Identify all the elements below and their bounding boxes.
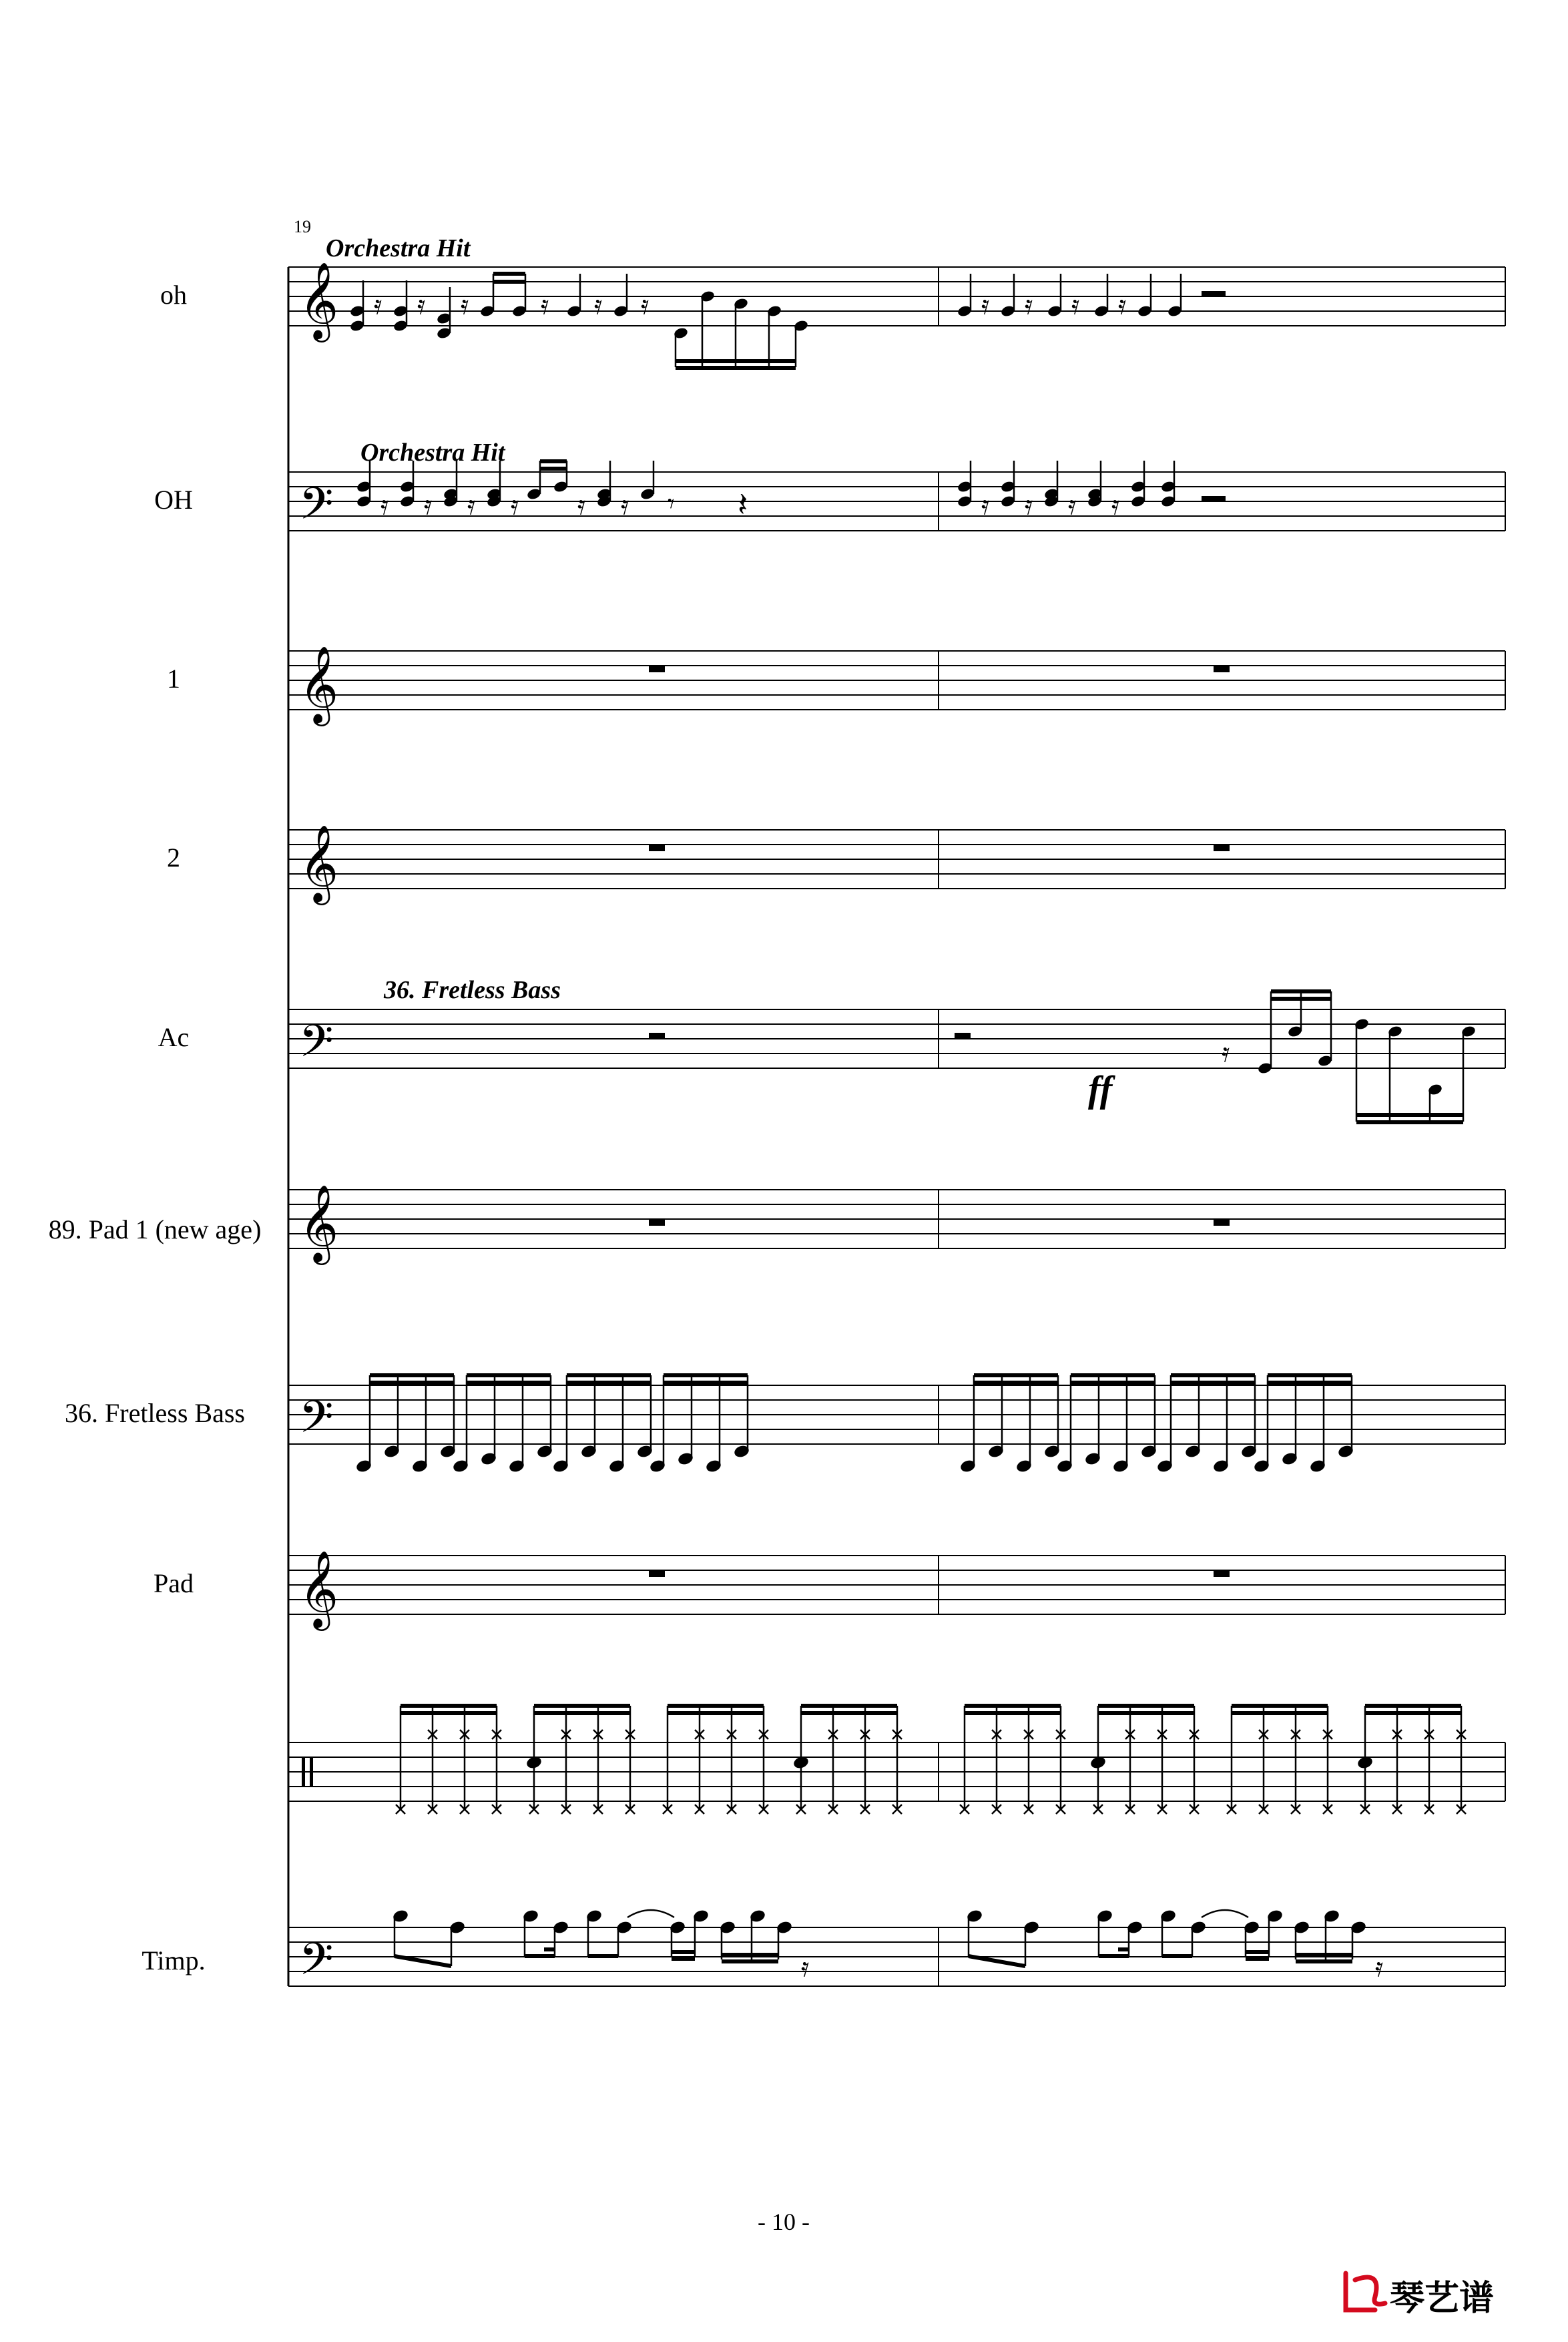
svg-text:𝄿: 𝄿 bbox=[1222, 1037, 1230, 1068]
direction-text: Orchestra Hit bbox=[326, 234, 471, 262]
svg-text:𝄿: 𝄿 bbox=[621, 490, 629, 520]
whole-rest bbox=[1214, 845, 1230, 851]
logo-text: 琴艺谱 bbox=[1390, 2280, 1495, 2318]
staff-pad1 bbox=[49, 1186, 1505, 1265]
svg-text:𝄿: 𝄿 bbox=[1375, 1952, 1384, 1982]
logo-mark-icon bbox=[1346, 2273, 1385, 2310]
whole-rest bbox=[649, 1570, 665, 1577]
svg-text:𝄿: 𝄿 bbox=[467, 490, 476, 520]
whole-rest bbox=[1214, 1570, 1230, 1577]
svg-text:𝄿: 𝄿 bbox=[541, 290, 549, 320]
staff-lines bbox=[288, 1385, 1505, 1444]
staff-label: 89. Pad 1 (new age) bbox=[48, 1214, 262, 1244]
whole-rest bbox=[649, 1219, 665, 1226]
site-logo bbox=[1346, 2273, 1494, 2318]
direction-text: Orchestra Hit bbox=[360, 439, 505, 467]
staff-label: Timp. bbox=[142, 1945, 206, 1975]
staff-lines bbox=[288, 1556, 1505, 1614]
svg-text:𝄿: 𝄿 bbox=[461, 290, 469, 320]
whole-rest bbox=[1214, 1219, 1230, 1226]
bass-clef-icon: 𝄢 bbox=[299, 1018, 334, 1077]
half-rest bbox=[955, 1033, 971, 1039]
staff-lines bbox=[288, 651, 1505, 710]
svg-text:𝄿: 𝄿 bbox=[641, 290, 649, 320]
staff-pad bbox=[154, 1552, 1505, 1631]
dynamic-marking: ff bbox=[1088, 1069, 1113, 1110]
svg-text:𝄿: 𝄿 bbox=[981, 490, 990, 520]
svg-text:𝄿: 𝄿 bbox=[981, 290, 990, 320]
whole-rest bbox=[649, 845, 665, 851]
notes bbox=[957, 461, 1226, 520]
whole-rest bbox=[649, 1033, 665, 1039]
treble-clef-icon: 𝄞 bbox=[299, 1186, 339, 1260]
svg-text:𝄿: 𝄿 bbox=[1111, 490, 1120, 520]
staff-lines bbox=[288, 830, 1505, 889]
svg-text:𝄿: 𝄿 bbox=[417, 290, 426, 320]
staff-label: OH bbox=[154, 485, 193, 515]
staff-label: oh bbox=[160, 280, 187, 310]
treble-clef-icon: 𝄞 bbox=[299, 827, 339, 901]
svg-text:𝄿: 𝄿 bbox=[577, 490, 586, 520]
staff-label: 2 bbox=[167, 843, 180, 873]
staff-fretless bbox=[65, 1373, 1505, 1473]
whole-rest bbox=[649, 666, 665, 672]
notes bbox=[356, 459, 748, 523]
staff-1 bbox=[167, 647, 1505, 726]
staff-drums bbox=[288, 1704, 1505, 1814]
staff-label: 36. Fretless Bass bbox=[65, 1398, 245, 1428]
page-number: - 10 - bbox=[758, 2208, 810, 2235]
staff-2 bbox=[167, 826, 1505, 905]
staff-timp bbox=[142, 1909, 1505, 1995]
notes bbox=[349, 272, 809, 370]
svg-text:𝄿: 𝄿 bbox=[424, 490, 433, 520]
bass-clef-icon: 𝄢 bbox=[299, 1394, 334, 1453]
svg-text:𝄽: 𝄽 bbox=[738, 486, 748, 523]
treble-clef-icon: 𝄞 bbox=[299, 1552, 339, 1626]
staff-oh bbox=[160, 234, 1505, 370]
whole-rest bbox=[1214, 666, 1230, 672]
bass-clef-icon: 𝄢 bbox=[299, 481, 334, 539]
bass-clef-icon: 𝄢 bbox=[299, 1936, 334, 1995]
treble-clef-icon: 𝄞 bbox=[299, 648, 339, 722]
svg-text:𝄿: 𝄿 bbox=[374, 290, 382, 320]
staff-ac bbox=[158, 976, 1505, 1124]
notes bbox=[396, 1704, 1466, 1814]
svg-text:𝄿: 𝄿 bbox=[1118, 290, 1127, 320]
staff-OH bbox=[154, 439, 1505, 539]
svg-text:𝄿: 𝄿 bbox=[1025, 490, 1033, 520]
svg-text:𝄿: 𝄿 bbox=[380, 490, 389, 520]
staff-label: Ac bbox=[158, 1022, 190, 1052]
treble-clef-icon: 𝄞 bbox=[299, 264, 339, 338]
svg-text:𝄿: 𝄿 bbox=[511, 490, 519, 520]
notes bbox=[356, 1373, 1354, 1473]
svg-text:𝄿: 𝄿 bbox=[801, 1952, 810, 1982]
direction-text: 36. Fretless Bass bbox=[384, 976, 561, 1004]
staff-lines bbox=[288, 1190, 1505, 1248]
svg-text:𝄿: 𝄿 bbox=[1071, 290, 1080, 320]
staff-lines bbox=[288, 267, 1505, 326]
svg-text:𝄿: 𝄿 bbox=[1068, 490, 1077, 520]
svg-text:𝄿: 𝄿 bbox=[594, 290, 603, 320]
svg-text:𝄾: 𝄾 bbox=[668, 489, 675, 519]
svg-text:𝄿: 𝄿 bbox=[1025, 290, 1033, 320]
staff-label: 1 bbox=[167, 664, 180, 694]
staff-label: Pad bbox=[154, 1568, 194, 1598]
measure-number: 19 bbox=[294, 217, 311, 236]
